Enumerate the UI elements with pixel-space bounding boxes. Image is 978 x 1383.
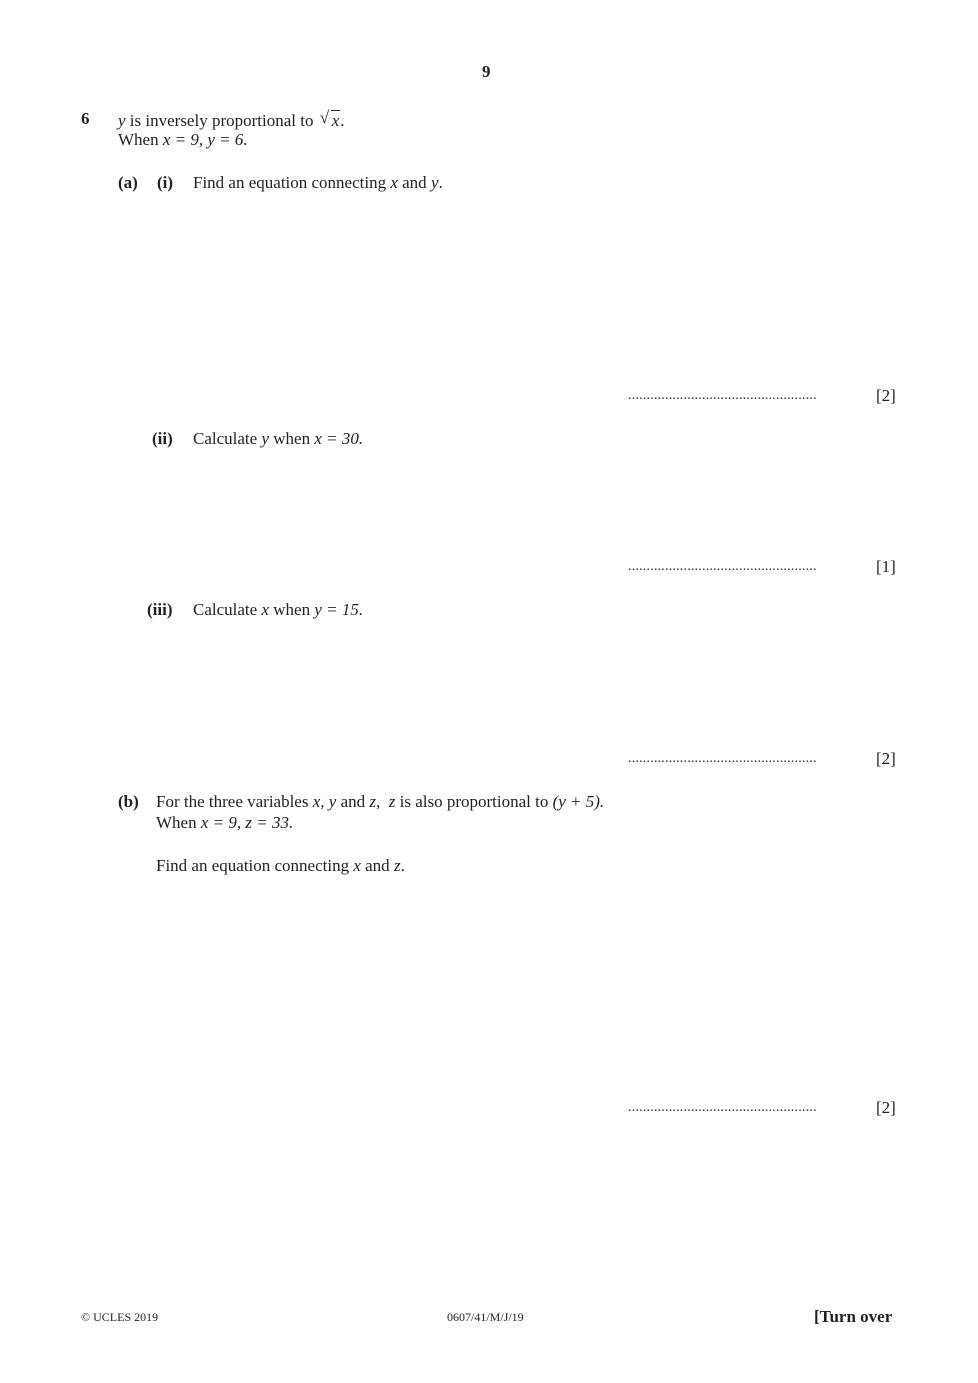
part-b-line2: When x = 9, z = 33.	[156, 813, 294, 832]
question-number: 6	[81, 109, 90, 128]
question-stem-line2: When x = 9, y = 6.	[118, 130, 248, 149]
question-stem-line1: y is inversely proportional to √ x.	[118, 108, 345, 130]
marks-a-ii: [1]	[876, 557, 896, 576]
part-a-iii-text: Calculate x when y = 15.	[193, 600, 364, 619]
part-b-line1: For the three variables x, y and z, z is also proportional to (y + 5).	[156, 792, 605, 811]
marks-a-i: [2]	[876, 386, 896, 405]
footer-copyright: © UCLES 2019	[81, 1310, 159, 1324]
stem-condition: x = 9, y = 6.	[162, 130, 248, 149]
marks-b: [2]	[876, 1098, 896, 1117]
marks-a-iii: [2]	[876, 749, 896, 768]
stem-text: is inversely proportional to	[125, 111, 318, 130]
part-a-ii-label: (ii)	[152, 429, 173, 448]
part-b-label: (b)	[118, 792, 139, 811]
stem-var-y: y	[118, 111, 126, 130]
part-a-iii-label: (iii)	[147, 600, 173, 619]
page-number: 9	[482, 62, 491, 81]
part-a-label: (a)	[118, 173, 138, 192]
part-a-i-text: Find an equation connecting x and y.	[193, 173, 443, 192]
answer-line-b[interactable]: ...................................................	[628, 1100, 817, 1115]
answer-line-a-ii[interactable]: ...................................................	[628, 559, 817, 574]
part-b-line3: Find an equation connecting x and z.	[156, 856, 405, 875]
sqrt-x: √ x	[319, 108, 340, 130]
footer-turn-over: [Turn over	[814, 1307, 893, 1326]
part-a-i-label: (i)	[157, 173, 174, 192]
part-a-ii-text: Calculate y when x = 30.	[193, 429, 364, 448]
answer-line-a-iii[interactable]: ...................................................	[628, 751, 817, 766]
footer-paper-code: 0607/41/M/J/19	[447, 1310, 524, 1324]
answer-line-a-i[interactable]: ...................................................	[628, 388, 817, 403]
